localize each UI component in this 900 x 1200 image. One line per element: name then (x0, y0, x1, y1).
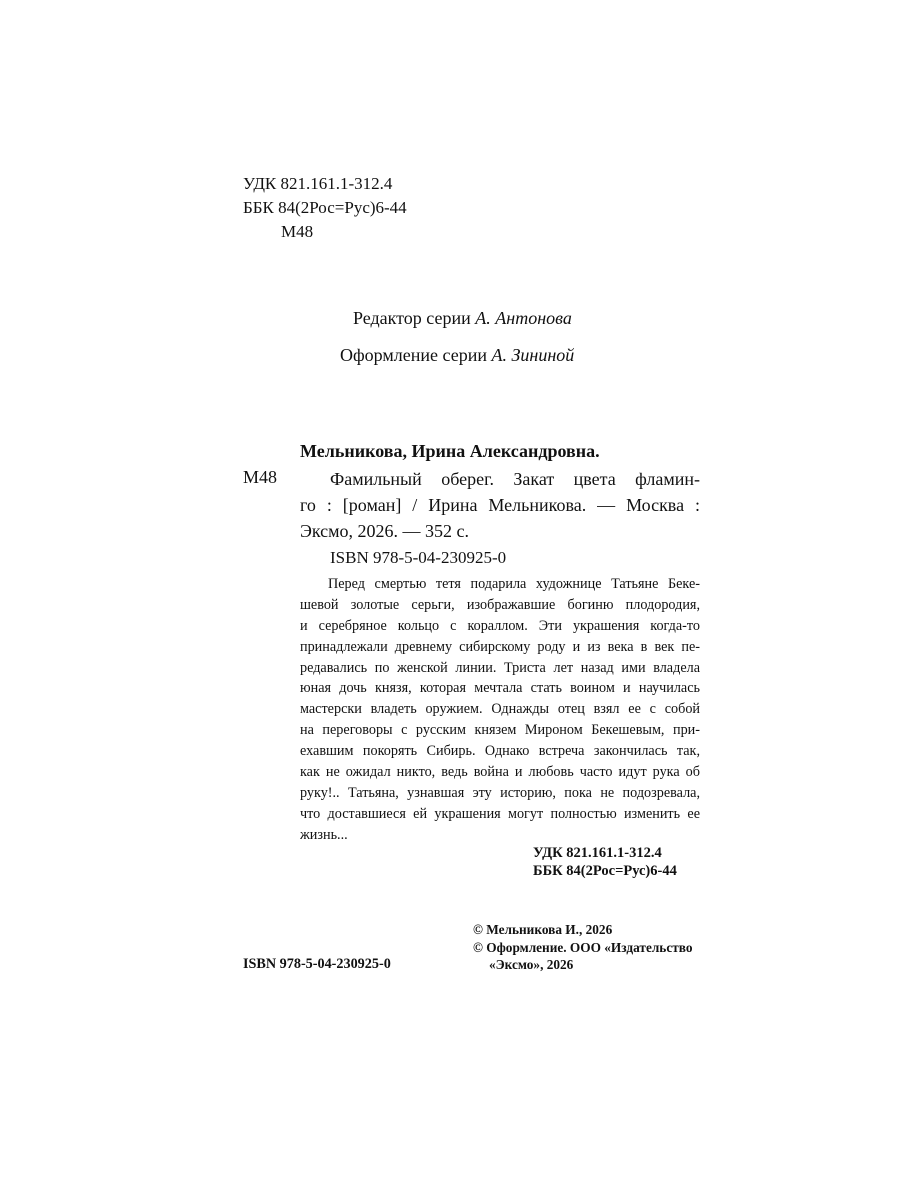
footer-isbn: ISBN 978-5-04-230925-0 (243, 956, 391, 972)
annotation-line: что доставшиеся ей украшения могут полностью изменить ее (300, 805, 700, 822)
series-design-label: Оформление серии (340, 345, 487, 365)
annotation-line: и серебряное кольцо с кораллом. Эти украшения когда-то (300, 617, 700, 634)
classification-udk: УДК 821.161.1-312.4 (533, 845, 662, 861)
annotation-line: как не ожидал никто, ведь война и любовь часто идут рука об (300, 764, 700, 781)
annotation-line: юная дочь князя, которая мечтала стать воином и научилась (300, 680, 700, 697)
annotation-line: Перед смертью тетя подарила художнице Татьяне Беке- (328, 576, 700, 592)
annotation-line: жизнь... (300, 826, 348, 843)
copyright-design-line-1: © Оформление. ООО «Издательство (473, 940, 693, 955)
annotation-line: редавались по женской линии. Триста лет назад ими владела (300, 659, 700, 676)
copyright-author: © Мельникова И., 2026 (473, 922, 613, 937)
series-editor-name: А. Антонова (475, 308, 572, 328)
classification-bbk: ББК 84(2Рос=Рус)6-44 (533, 863, 677, 879)
catalog-description-line-3: Эксмо, 2026. — 352 с. (300, 521, 470, 541)
bbk-header: ББК 84(2Рос=Рус)6-44 (243, 198, 407, 217)
annotation-line: ехавшим покорять Сибирь. Однако встреча закончилась так, (300, 743, 700, 760)
annotation-line: мастерски владеть оружием. Однажды отец взял ее с собой (300, 701, 700, 718)
annotation-line: принадлежали древнему сибирскому роду и из века в век пе- (300, 638, 700, 655)
catalog-description-line-2: го : [роман] / Ирина Мельникова. — Москва : (300, 495, 700, 515)
copyright-design-line-2: «Эксмо», 2026 (489, 957, 574, 972)
annotation (300, 574, 700, 846)
annotation-line: шевой золотые серьги, изображавшие богиню плодородия, (300, 596, 700, 613)
series-editor (353, 308, 572, 329)
series-design-name: А. Зининой (491, 345, 575, 365)
series-design (340, 345, 574, 366)
catalog-author-heading: Мельникова, Ирина Александровна. (300, 441, 600, 461)
catalog-author-mark: М48 (243, 467, 278, 487)
series-editor-label: Редактор серии (353, 308, 471, 328)
author-mark-header: М48 (281, 222, 314, 241)
catalog-description-line-1: Фамильный оберег. Закат цвета фламин- (330, 469, 700, 489)
udk-header: УДК 821.161.1-312.4 (243, 174, 393, 193)
annotation-line: руку!.. Татьяна, узнавшая эту историю, пока не подозревала, (300, 784, 700, 801)
catalog-isbn: ISBN 978-5-04-230925-0 (330, 548, 507, 567)
annotation-line: на переговоры с русским князем Мироном Бекешевым, при- (300, 722, 700, 739)
